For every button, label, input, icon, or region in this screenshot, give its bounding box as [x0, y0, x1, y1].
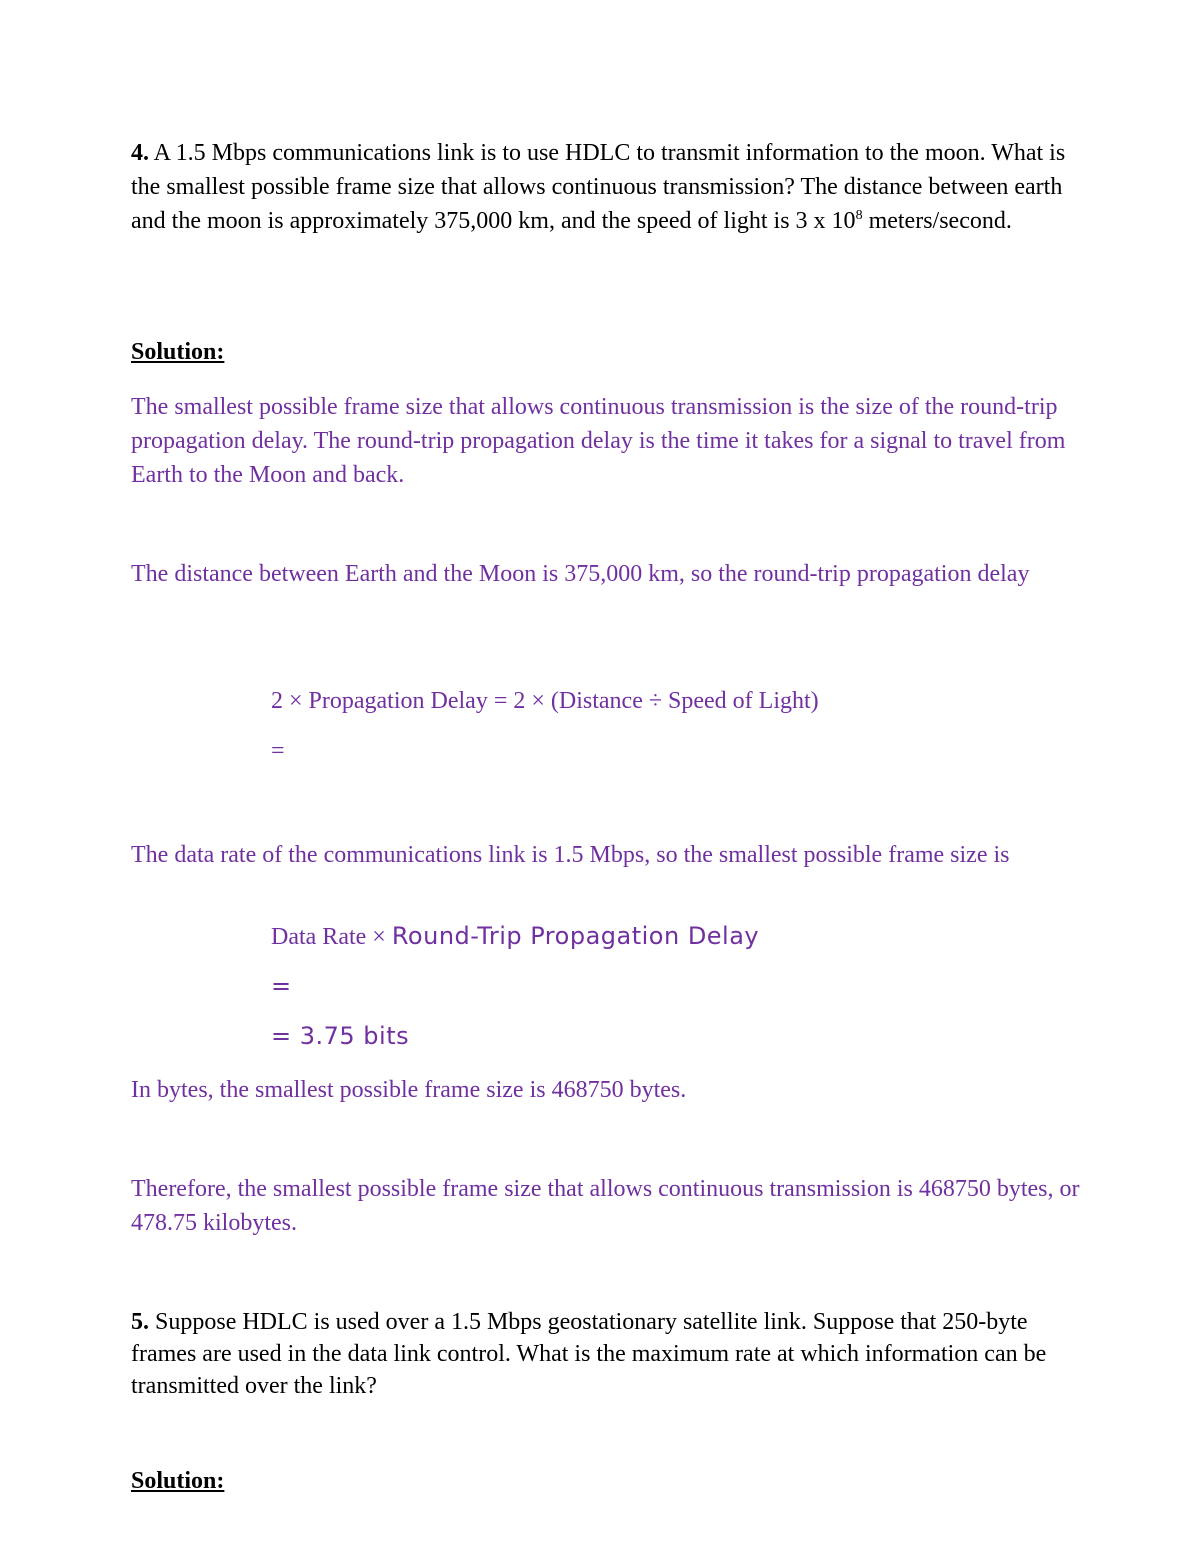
- question-5: [131, 1306, 1081, 1402]
- question-4-text-end: meters/second.: [862, 208, 1012, 234]
- question-4-number: 4.: [131, 140, 149, 166]
- solution-heading-4: Solution:: [131, 339, 225, 365]
- frame-size-formula-right: Round-Trip Propagation Delay: [391, 922, 760, 950]
- solution-heading-5: Solution:: [131, 1468, 225, 1494]
- question-5-text: Suppose HDLC is used over a 1.5 Mbps geostationary satellite link. Suppose that 250-byte frames are used in the data link control. What is the maximum rate at which information can be transmitted over the link?: [131, 1309, 1047, 1399]
- solution-4-paragraph-1: The smallest possible frame size that allows continuous transmission is the size of the round-trip propagation delay. The round-trip propagation delay is the time it takes for a signal to travel from Earth to the Moon and back.: [131, 394, 1066, 488]
- solution-4-paragraph-2: The distance between Earth and the Moon is 375,000 km, so the round-trip propagation delay: [131, 561, 1030, 587]
- solution-4-paragraph-3: The data rate of the communications link is 1.5 Mbps, so the smallest possible frame size is: [131, 842, 1010, 868]
- frame-size-result: = 3.75 bits: [271, 1022, 410, 1050]
- question-4-text: A 1.5 Mbps communications link is to use HDLC to transmit information to the moon. What is the smallest possible frame size that allows continuous transmission? The distance between earth and the moon is approximately 375,000 km, and the speed of light is 3 x 10: [131, 140, 1066, 234]
- question-4: [131, 136, 1081, 238]
- question-4-exponent: 8: [855, 208, 863, 223]
- frame-size-formula-left: Data Rate ×: [271, 924, 392, 950]
- frame-size-equals: =: [271, 972, 292, 1000]
- solution-4-conclusion: Therefore, the smallest possible frame size that allows continuous transmission is 468750 bytes, or 478.75 kilobytes.: [131, 1176, 1080, 1236]
- question-5-number: 5.: [131, 1309, 149, 1335]
- frame-size-formula: [271, 922, 759, 951]
- solution-4-paragraph-4: In bytes, the smallest possible frame size is 468750 bytes.: [131, 1077, 687, 1103]
- propagation-delay-equals: =: [271, 738, 285, 764]
- propagation-delay-formula: 2 × Propagation Delay = 2 × (Distance ÷ Speed of Light): [271, 688, 819, 714]
